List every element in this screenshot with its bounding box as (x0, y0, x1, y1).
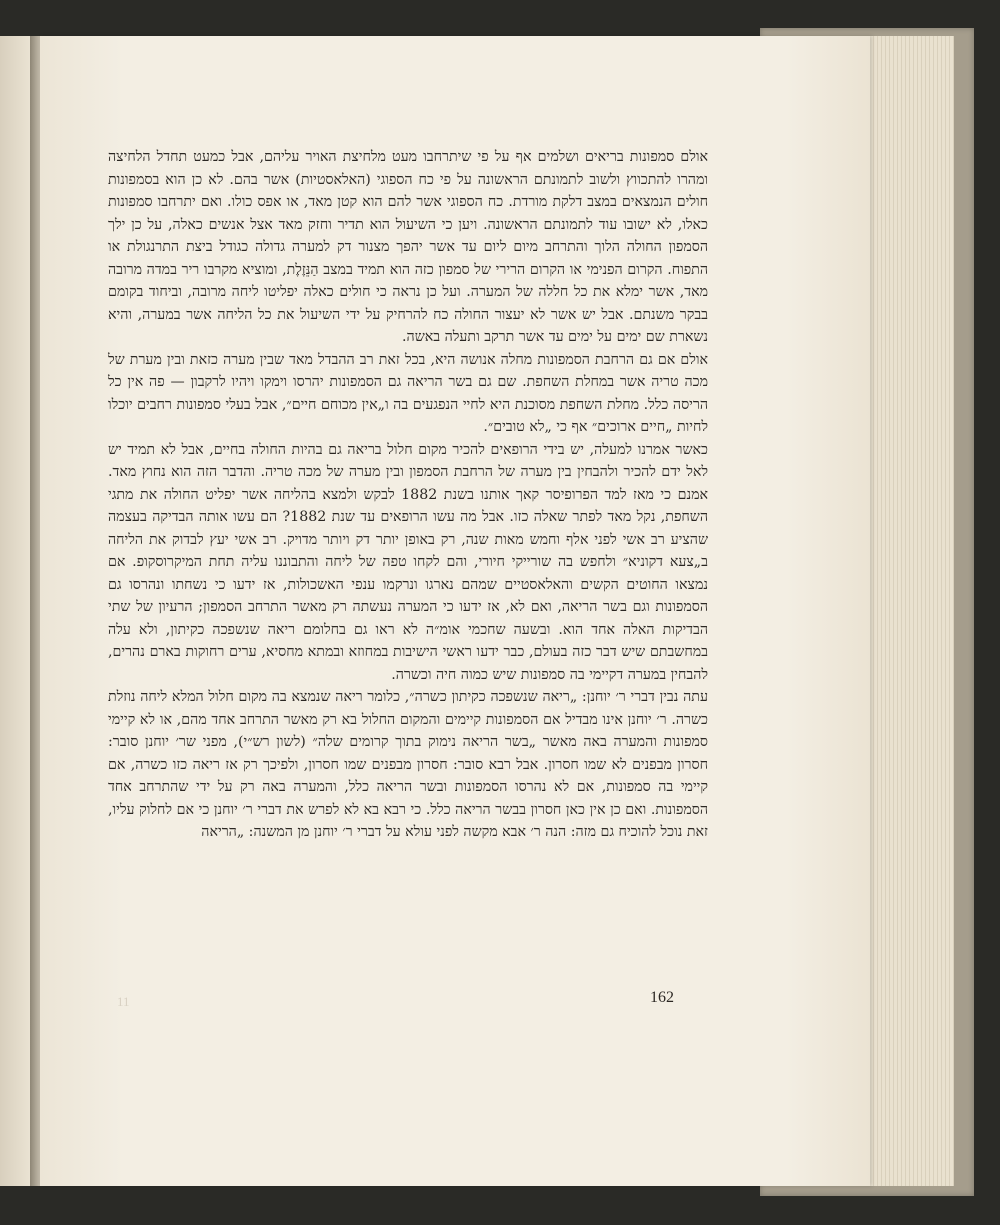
paragraph: כאשר אמרנו למעלה, יש בידי הרופאים להכיר מקום חלול בריאה גם בהיות החולה בחיים, אבל לא תמיד יש לאל ידם להכיר ולהבחין בין מערה של הרחבת הסמפון ובין מערה של מכה טריה. והדבר הזה הוא נחוץ מאד. אמנם כי מאז למד הפרופיסר קאך אותנו בשנת 1882 לבקש ולמצא בהליחה אשר יפליט החולה את מתגי השחפת, נקל מאד לפתר שאלה כזו. אבל מה עשו הרופאים עד שנת 1882? הם עשו אותה הבדיקה בעצמה שהציע רב אשי לפני אלף וחמש מאות שנה, רק באופן יותר דק ויותר מדויק. רב אשי יעץ לבדוק את הליחה ב„צעא דקוניא״ ולחפש בה שורייקי חיורי, והם לקחו טפה של ליחה והתבוננו עליה תחת המיקרוסקופ. אם נמצאו החוטים הקשים והאלאסטיים שמהם נארגו ונרקמו ענפי האשכולות, אז ידעו כי נשחתו ונהרסו גם הסמפונות וגם בשר הריאה, ואם לא, אז ידעו כי המערה נעשתה רק מאשר התרחב הסמפון; הרעיון של שתי הבדיקות האלה אחד הוא. ובשעה שחכמי אומ״ה לא ראו גם בחלומם ריאה שנשפכה כקיתון, ולא עלה במחשבתם שיש דבר כזה בעולם, כבר ידעו ראשי הישיבות במחוזא ובמתא מחסיא, ערים רחוקות בארם נהרים, להבחין במערה דקיימי בה סמפונות שיש כמוה חיה וכשרה. (108, 441, 708, 683)
left-page-edge (0, 36, 30, 1186)
faint-mark: 11 (117, 994, 130, 1009)
paragraph: עתה נבין דברי ר׳ יוחנן: „ריאה שנשפכה כקיתון כשרה״, כלומר ריאה שנמצא בה מקום חלול המלא ליחה נוזלת כשרה. ר׳ יוחנן אינו מבדיל אם הסמפונות קיימים והמקום החלול בא רק מאשר התרחב אחד מהם, או לא קיימי סמפונות והמערה באה מאשר „בשר הריאה נימוק בתוך קרומים שלה״ (לשון רש״י), מפני שר׳ יוחנן סובר: חסרון מבפנים לא שמו חסרון. אבל רבא סובר: חסרון מבפנים שמו חסרון, ולפיכך רק אז ריאה כזו כשרה, אם קיימי בה סמפונות, אם לא נהרסו הסמפונות ובשר הריאה כלל, והמערה באה רק על ידי שהתרחב אחד הסמפונות. ואם כן אין כאן חסרון בבשר הריאה כלל. כי רבא בא לא לפרש את דברי ר׳ יוחנן כי אם לחלוק עליו, זאת נוכל להוכיח גם מזה: הנה ר׳ אבא מקשה לפני עולא על דברי ר׳ יוחנן מן המשנה: „הריאה (108, 689, 708, 840)
page-text (108, 146, 708, 844)
book-page (40, 36, 870, 1186)
page-number: 162 (650, 989, 674, 1006)
paragraph: אולם סמפונות בריאים ושלמים אף על פי שיתרחבו מעט מלחיצת האויר עליהם, אבל כמעט תחדל הלחיצה ומהרו להתכווץ ולשוב לתמונתם הראשונה על פי כח הספוגי (האלאסטיות) אשר בהם. לא כן הוא בסמפונות חולים הנמצאים במצב דלקת מורדת. כח הספוגי אשר להם הוא קטן מאד, או אפס כולו. ואם יתרחבו סמפונות כאלו, לא ישובו עוד לתמונתם הראשונה. ויען כי השיעול הוא תדיר וחזק מאד אצל אנשים כאלה, על כן ילך הסמפון החולה הלוך והתרחב מיום ליום עד אשר יהפך מצנור דק למערה גדולה כגודל ביצת התרנגולת או התפוח. הקרום הפנימי או הקרום הרירי של סמפון כזה הוא תמיד במצב הַנֵּזֶלֶת, ומוציא מקרבו ריר במדה מרובה מאד, אשר ימלא את כל חללה של המערה. ועל כן נראה כי חולים כאלה יפליטו ליחה מרובה, וביחוד בקומם בבקר משנתם. אבל יש אשר לא יעצור החולה כח להרחיק על ידי השיעול את כל הליחה אשר במערה, והיא נשארת שם ימים על ימים עד אשר תרקב ותעלה באשה. (108, 149, 708, 345)
paragraph: אולם אם גם הרחבת הסמפונות מחלה אנושה היא, בכל זאת רב ההבדל מאד שבין מערה כזאת ובין מערת של מכה טריה אשר במחלת השחפת. שם גם בשר הריאה גם הסמפונות יהרסו וימקו ויהיו לרקבון — פה אין כל הריסה כלל. מחלת השחפת מסוכנת היא לחיי הנפגעים בה ו„אין מכוחם חיים״, אבל בעלי סמפונות רחבים יוכלו לחיות „חיים ארוכים״ אף כי „לא טובים״. (108, 351, 708, 435)
